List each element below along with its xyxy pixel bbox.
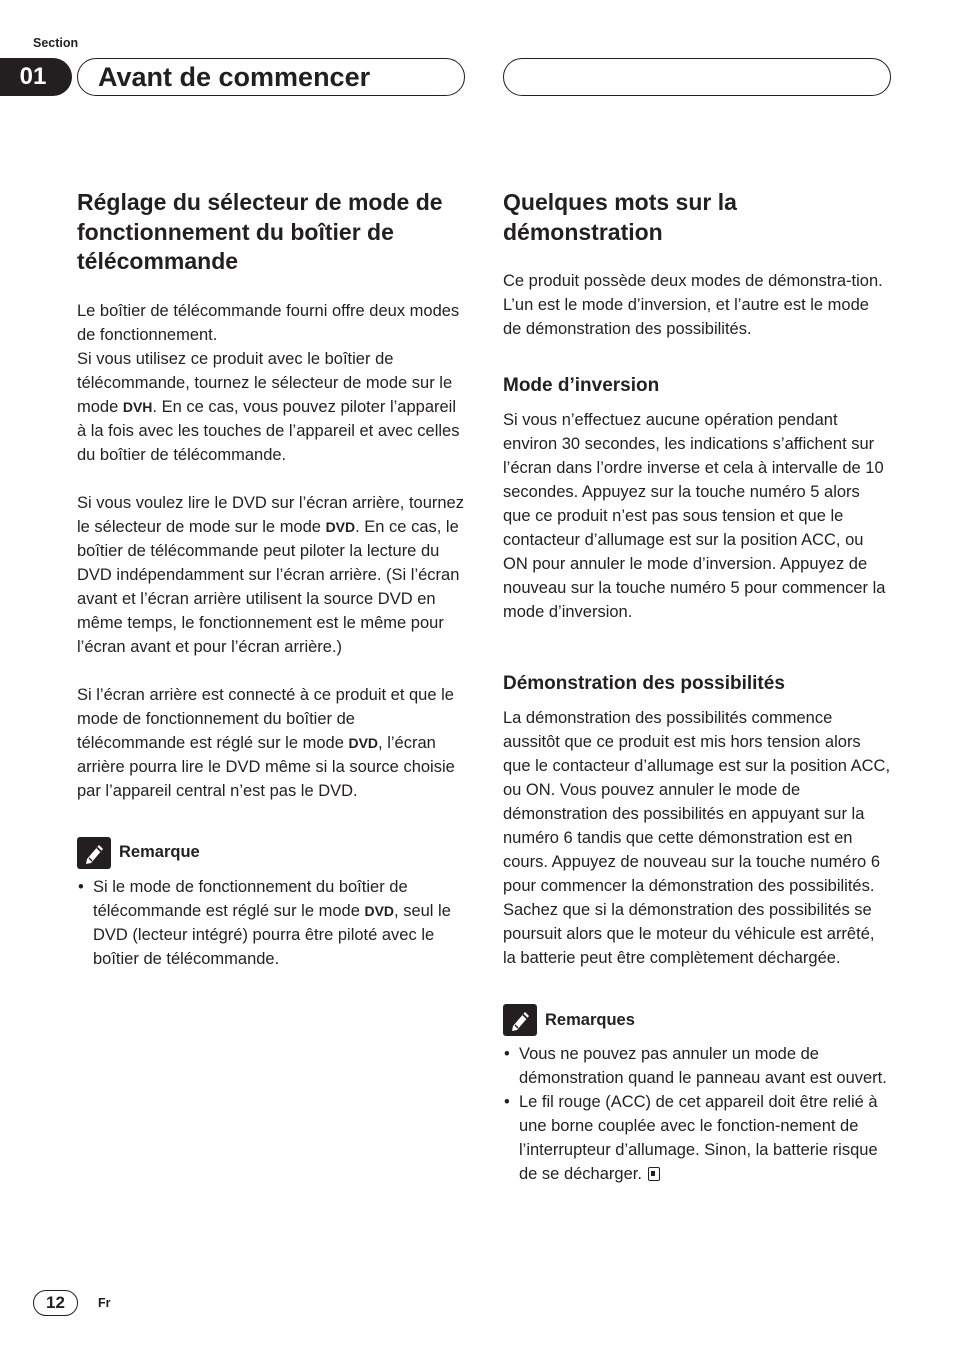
end-of-section-icon [648, 1167, 660, 1181]
left-column [77, 188, 465, 971]
mode-dvh-label: DVH [122, 398, 153, 415]
list-item: • Vous ne pouvez pas annuler un mode de démonstration quand le panneau avant est ouvert. [503, 1042, 891, 1090]
section-number-badge: 01 [0, 58, 72, 96]
demonstration-text: La démonstration des possibilités commence aussitôt que ce produit est mis hors tension alors que le contacteur d’allumage est sur la position ACC, ou ON. Vous pouvez annuler le mode de démonstration des possibilités en appuyant sur la numéro 6 tandis que cette démonstration est en cours. Appuyez de nouveau sur la touche numéro 6 pour commencer la démonstration des possibilités. Sachez que si la démonstration des possibilités se poursuit alors que le moteur du véhicule est arrêté, la batterie peut être complètement déchargée. [503, 709, 891, 967]
header-right-frame [503, 58, 891, 96]
left-heading: Réglage du sélecteur de mode de fonctionnement du boîtier de télécommande [77, 189, 443, 274]
language-code: Fr [98, 1296, 111, 1310]
page-number: 12 [33, 1290, 78, 1316]
subheading-demonstration: Démonstration des possibilités [503, 673, 785, 694]
mode-dvd-label: DVD [348, 734, 379, 751]
chapter-title: Avant de commencer [77, 58, 465, 96]
pencil-note-icon [503, 1004, 537, 1036]
left-paragraph-3: Si l’écran arrière est connecté à ce produit et que le mode de fonctionnement du boîtier de télécommande est réglé sur le mode DVD, l’écran arrière pourra lire le DVD même si la source choisie par l’appareil central n’est pas le DVD. [77, 685, 455, 800]
list-item: • Le fil rouge (ACC) de cet appareil doit être relié à une borne couplée avec le fonction-nement de l’interrupteur d’allumage. Sinon, la batterie risque de se décharger. [503, 1090, 891, 1186]
notes-header [503, 1004, 891, 1036]
note-header [77, 837, 465, 869]
notes-list [503, 1042, 891, 1186]
notes-title: Remarques [545, 1010, 635, 1029]
note-list [77, 875, 465, 971]
left-paragraph-1a: Le boîtier de télécommande fourni offre deux modes de fonctionnement. [77, 301, 460, 344]
inversion-text: Si vous n’effectuez aucune opération pendant environ 30 secondes, les indications s’affichent sur l’écran dans l’ordre inverse et cela à intervalle de 10 secondes. Appuyez sur la touche numéro 5 alors que ce produit n’est pas sous tension et que le contacteur d’allumage est sur la position ACC, ou ON pour annuler le mode d’inversion. Appuyez de nouveau sur la touche numéro 5 pour commencer la mode d’inversion. [503, 411, 886, 621]
subheading-inversion: Mode d’inversion [503, 375, 660, 396]
list-item: • Si le mode de fonctionnement du boîtier de télécommande est réglé sur le mode DVD, seul le DVD (lecteur intégré) pourra être piloté avec le boîtier de télécommande. [77, 875, 465, 971]
section-label: Section [33, 36, 79, 50]
right-intro: Ce produit possède deux modes de démonstra-tion. L’un est le mode d’inversion, et l’autre est le mode de démonstration des possibilités. [503, 272, 883, 338]
right-column [503, 188, 891, 1186]
note-title: Remarque [119, 843, 200, 861]
mode-dvd-label: DVD [325, 518, 356, 535]
left-paragraph-2: Si vous voulez lire le DVD sur l’écran arrière, tournez le sélecteur de mode sur le mode DVD. En ce cas, le boîtier de télécommande peut piloter la lecture du DVD indépendamment sur l’écran arrière. (Si l’écran avant et l’écran arrière utilisent la source DVD en même temps, le fonctionnement est le même pour l’écran avant et pour l’écran arrière.) [77, 493, 464, 656]
right-heading: Quelques mots sur la démonstration [503, 189, 737, 245]
mode-dvd-label: DVD [364, 902, 395, 919]
left-paragraph-1b: Si vous utilisez ce produit avec le boîtier de télécommande, tournez le sélecteur de mode sur le mode DVH. En ce cas, vous pouvez piloter l’appareil à la fois avec les touches de l’appareil et avec celles du boîtier de télécommande. [77, 349, 460, 464]
pencil-note-icon [77, 837, 111, 869]
